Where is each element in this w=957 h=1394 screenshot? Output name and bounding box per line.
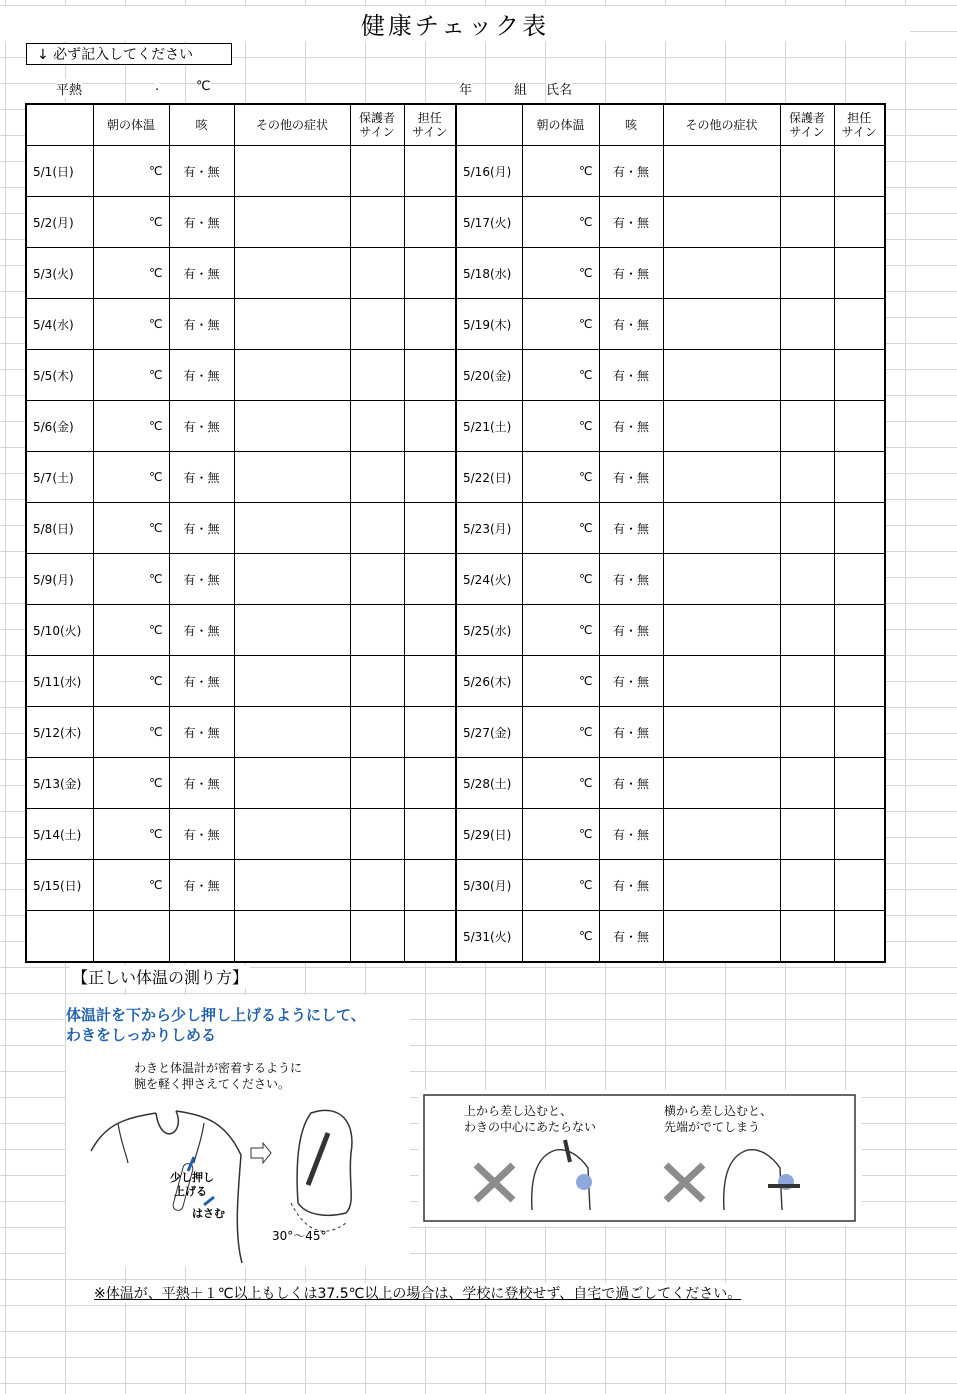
date-cell-left: 5/1(日)	[26, 146, 93, 197]
guardian-sign-cell-left[interactable]	[350, 860, 404, 911]
date-cell-left: 5/14(土)	[26, 809, 93, 860]
teacher-sign-cell-right[interactable]	[834, 656, 885, 707]
teacher-sign-cell-right[interactable]	[834, 707, 885, 758]
normal-temp-label: 平熱	[56, 79, 82, 98]
cough-cell-right[interactable]: 有・無	[599, 197, 663, 248]
table-row	[26, 707, 885, 758]
teacher-sign-cell-left[interactable]	[404, 503, 456, 554]
teacher-sign-cell-right[interactable]	[834, 605, 885, 656]
date-cell-left: 5/6(金)	[26, 401, 93, 452]
temp-cell-right[interactable]: ℃	[522, 860, 599, 911]
ng1-line1: 上から差し込むと、	[464, 1104, 573, 1118]
teacher-sign-cell-right[interactable]	[834, 503, 885, 554]
table-row	[26, 248, 885, 299]
guardian-sign-cell-left[interactable]	[350, 554, 404, 605]
clamp-label: はさむ	[192, 1207, 225, 1220]
date-cell-left: 5/11(水)	[26, 656, 93, 707]
header-guardian-right: 保護者 サイン	[780, 104, 834, 146]
temp-cell-right[interactable]: ℃	[522, 554, 599, 605]
table-row	[26, 299, 885, 350]
cough-cell-right[interactable]: 有・無	[599, 911, 663, 963]
temp-cell-right[interactable]: ℃	[522, 452, 599, 503]
teacher-sign-cell-right[interactable]	[834, 758, 885, 809]
symptom-cell-left[interactable]	[234, 350, 350, 401]
symptom-cell-right[interactable]	[663, 605, 780, 656]
cough-cell-right[interactable]: 有・無	[599, 554, 663, 605]
cough-cell-right[interactable]: 有・無	[599, 605, 663, 656]
temp-cell-right[interactable]: ℃	[522, 707, 599, 758]
temp-cell-left[interactable]: ℃	[93, 401, 169, 452]
temp-cell-left[interactable]: ℃	[93, 554, 169, 605]
cough-cell-right[interactable]: 有・無	[599, 707, 663, 758]
cough-cell-left[interactable]: 有・無	[169, 248, 234, 299]
cough-cell-left[interactable]: 有・無	[169, 554, 234, 605]
teacher-sign-cell-right[interactable]	[834, 809, 885, 860]
symptom-cell-right[interactable]	[663, 350, 780, 401]
date-cell-left: 5/12(木)	[26, 707, 93, 758]
ng2-line1: 横から差し込むと、	[664, 1104, 773, 1118]
date-cell-right: 5/20(金)	[456, 350, 522, 401]
cough-cell-left[interactable]: 有・無	[169, 197, 234, 248]
symptom-cell-right[interactable]	[663, 707, 780, 758]
guardian-sign-cell-right[interactable]	[780, 554, 834, 605]
push-label-1: 少し押し	[170, 1171, 214, 1184]
temp-cell-left[interactable]: ℃	[93, 860, 169, 911]
guardian-sign-cell-left[interactable]	[350, 350, 404, 401]
symptom-cell-left[interactable]	[234, 707, 350, 758]
guardian-sign-cell-right[interactable]	[780, 248, 834, 299]
cough-cell-right[interactable]: 有・無	[599, 656, 663, 707]
symptom-cell-left[interactable]	[234, 299, 350, 350]
table-header-row	[26, 104, 885, 146]
header-other-left: その他の症状	[234, 104, 350, 146]
temp-cell-left[interactable]: ℃	[93, 248, 169, 299]
cough-cell-left[interactable]	[169, 911, 234, 963]
cough-cell-right[interactable]: 有・無	[599, 248, 663, 299]
normal-temp-unit: ℃	[196, 79, 211, 94]
symptom-cell-right[interactable]	[663, 248, 780, 299]
symptom-cell-left[interactable]	[234, 248, 350, 299]
teacher-sign-cell-left[interactable]	[404, 707, 456, 758]
table-row	[26, 911, 885, 963]
header-date-right	[456, 104, 522, 146]
date-cell-right: 5/19(木)	[456, 299, 522, 350]
table-row	[26, 503, 885, 554]
temp-cell-left[interactable]: ℃	[93, 809, 169, 860]
required-note: ↓ 必ず記入してください	[26, 43, 232, 65]
teacher-sign-cell-left[interactable]	[404, 401, 456, 452]
teacher-sign-cell-right[interactable]	[834, 299, 885, 350]
temp-cell-right[interactable]: ℃	[522, 197, 599, 248]
cough-cell-left[interactable]: 有・無	[169, 809, 234, 860]
guardian-sign-cell-right[interactable]	[780, 350, 834, 401]
symptom-cell-left[interactable]	[234, 146, 350, 197]
cough-cell-right[interactable]: 有・無	[599, 452, 663, 503]
symptom-cell-left[interactable]	[234, 605, 350, 656]
symptom-cell-right[interactable]	[663, 809, 780, 860]
date-cell-right: 5/31(火)	[456, 911, 522, 963]
header-guardian-left: 保護者 サイン	[350, 104, 404, 146]
symptom-cell-left[interactable]	[234, 197, 350, 248]
symptom-cell-left[interactable]	[234, 452, 350, 503]
symptom-cell-right[interactable]	[663, 299, 780, 350]
header-cough-left: 咳	[169, 104, 234, 146]
cough-cell-right[interactable]: 有・無	[599, 350, 663, 401]
teacher-sign-cell-left[interactable]	[404, 809, 456, 860]
teacher-sign-cell-left[interactable]	[404, 860, 456, 911]
teacher-sign-cell-right[interactable]	[834, 248, 885, 299]
measure-guide-heading: 【正しい体温の測り方】	[70, 965, 250, 988]
torso-outline	[91, 1111, 241, 1155]
guardian-sign-cell-left[interactable]	[350, 758, 404, 809]
symptom-cell-right[interactable]	[663, 401, 780, 452]
symptom-cell-left[interactable]	[234, 503, 350, 554]
table-row	[26, 809, 885, 860]
guardian-sign-cell-right[interactable]	[780, 809, 834, 860]
side-thermometer-icon	[308, 1133, 328, 1185]
temp-cell-right[interactable]: ℃	[522, 401, 599, 452]
guardian-sign-cell-right[interactable]	[780, 197, 834, 248]
name-label: 氏名	[546, 79, 572, 98]
temp-cell-left[interactable]: ℃	[93, 299, 169, 350]
date-cell-left: 5/15(日)	[26, 860, 93, 911]
header-temp-left: 朝の体温	[93, 104, 169, 146]
table-row	[26, 758, 885, 809]
cough-cell-right[interactable]: 有・無	[599, 299, 663, 350]
date-cell-right: 5/26(木)	[456, 656, 522, 707]
symptom-cell-right[interactable]	[663, 503, 780, 554]
table-row	[26, 554, 885, 605]
date-cell-right: 5/17(火)	[456, 197, 522, 248]
teacher-sign-cell-right[interactable]	[834, 911, 885, 963]
normal-temp-dot: .	[155, 79, 160, 94]
guardian-sign-cell-right[interactable]	[780, 146, 834, 197]
table-row	[26, 860, 885, 911]
cough-cell-left[interactable]: 有・無	[169, 707, 234, 758]
guardian-sign-cell-right[interactable]	[780, 605, 834, 656]
date-cell-right: 5/16(月)	[456, 146, 522, 197]
guardian-sign-cell-left[interactable]	[350, 299, 404, 350]
symptom-cell-right[interactable]	[663, 758, 780, 809]
table-row	[26, 452, 885, 503]
temp-cell-left[interactable]: ℃	[93, 707, 169, 758]
guardian-sign-cell-right[interactable]	[780, 452, 834, 503]
guardian-sign-cell-right[interactable]	[780, 656, 834, 707]
teacher-sign-cell-right[interactable]	[834, 197, 885, 248]
date-cell-right: 5/25(水)	[456, 605, 522, 656]
date-cell-left: 5/9(月)	[26, 554, 93, 605]
symptom-cell-right[interactable]	[663, 554, 780, 605]
header-teacher-left: 担任 サイン	[404, 104, 456, 146]
cough-cell-left[interactable]: 有・無	[169, 401, 234, 452]
temp-cell-left[interactable]: ℃	[93, 452, 169, 503]
guardian-sign-cell-left[interactable]	[350, 503, 404, 554]
guide-sub-line1: わきと体温計が密着するように	[134, 1061, 303, 1075]
health-check-table	[25, 103, 886, 963]
teacher-sign-cell-right[interactable]	[834, 452, 885, 503]
date-cell-right: 5/30(月)	[456, 860, 522, 911]
symptom-cell-left[interactable]	[234, 758, 350, 809]
temp-cell-left[interactable]: ℃	[93, 350, 169, 401]
ng2-line2: 先端がでてしまう	[664, 1120, 761, 1134]
guardian-sign-cell-left[interactable]	[350, 707, 404, 758]
date-cell-left: 5/13(金)	[26, 758, 93, 809]
date-cell-right: 5/23(月)	[456, 503, 522, 554]
teacher-sign-cell-right[interactable]	[834, 554, 885, 605]
date-cell-right: 5/29(日)	[456, 809, 522, 860]
guide-sub-line2: 腕を軽く押さえてください。	[134, 1077, 291, 1091]
table-row	[26, 197, 885, 248]
symptom-cell-right[interactable]	[663, 197, 780, 248]
date-cell-left: 5/2(月)	[26, 197, 93, 248]
symptom-cell-right[interactable]	[663, 911, 780, 963]
symptom-cell-right[interactable]	[663, 656, 780, 707]
symptom-cell-left[interactable]	[234, 554, 350, 605]
date-cell-left	[26, 911, 93, 963]
teacher-sign-cell-left[interactable]	[404, 656, 456, 707]
header-temp-right: 朝の体温	[522, 104, 599, 146]
date-cell-left: 5/3(火)	[26, 248, 93, 299]
table-row	[26, 350, 885, 401]
temp-cell-right[interactable]: ℃	[522, 758, 599, 809]
temp-cell-right[interactable]: ℃	[522, 146, 599, 197]
page-title: 健康チェック表	[0, 6, 910, 41]
header-date-left	[26, 104, 93, 146]
teacher-sign-cell-right[interactable]	[834, 350, 885, 401]
teacher-sign-cell-left[interactable]	[404, 146, 456, 197]
temp-cell-left[interactable]: ℃	[93, 605, 169, 656]
teacher-sign-cell-left[interactable]	[404, 758, 456, 809]
symptom-cell-right[interactable]	[663, 860, 780, 911]
temp-cell-right[interactable]: ℃	[522, 350, 599, 401]
temp-cell-left[interactable]: ℃	[93, 758, 169, 809]
teacher-sign-cell-right[interactable]	[834, 146, 885, 197]
guardian-sign-cell-right[interactable]	[780, 707, 834, 758]
guardian-sign-cell-left[interactable]	[350, 911, 404, 963]
guardian-sign-cell-left[interactable]	[350, 248, 404, 299]
armpit-mark-1	[576, 1174, 592, 1190]
table-row	[26, 605, 885, 656]
next-arrow-icon	[251, 1143, 271, 1163]
header-cough-right: 咳	[599, 104, 663, 146]
cough-cell-right[interactable]: 有・無	[599, 503, 663, 554]
symptom-cell-right[interactable]	[663, 146, 780, 197]
teacher-sign-cell-left[interactable]	[404, 452, 456, 503]
cough-cell-left[interactable]: 有・無	[169, 452, 234, 503]
class-label: 組	[514, 79, 527, 98]
temp-cell-right[interactable]: ℃	[522, 299, 599, 350]
temp-cell-right[interactable]: ℃	[522, 605, 599, 656]
cough-cell-right[interactable]: 有・無	[599, 758, 663, 809]
guide-main-line2: わきをしっかりしめる	[66, 1026, 217, 1044]
date-cell-left: 5/8(日)	[26, 503, 93, 554]
guardian-sign-cell-left[interactable]	[350, 809, 404, 860]
cough-cell-left[interactable]: 有・無	[169, 656, 234, 707]
date-cell-left: 5/7(土)	[26, 452, 93, 503]
table-row	[26, 146, 885, 197]
guide-main-line1: 体温計を下から少し押し上げるようにして、	[66, 1006, 366, 1024]
armpit-diagram	[66, 1093, 410, 1267]
guardian-sign-cell-left[interactable]	[350, 656, 404, 707]
teacher-sign-cell-left[interactable]	[404, 248, 456, 299]
guardian-sign-cell-left[interactable]	[350, 197, 404, 248]
guardian-sign-cell-left[interactable]	[350, 146, 404, 197]
cough-cell-left[interactable]: 有・無	[169, 146, 234, 197]
grade-label: 年	[459, 79, 472, 98]
temp-cell-left[interactable]: ℃	[93, 503, 169, 554]
measure-guide-illustration	[66, 995, 410, 1267]
date-cell-right: 5/24(火)	[456, 554, 522, 605]
temp-cell-right[interactable]: ℃	[522, 656, 599, 707]
cough-cell-right[interactable]: 有・無	[599, 809, 663, 860]
date-cell-left: 5/10(火)	[26, 605, 93, 656]
wrong-method-panel	[418, 1090, 862, 1226]
teacher-sign-cell-left[interactable]	[404, 197, 456, 248]
date-cell-right: 5/21(土)	[456, 401, 522, 452]
date-cell-right: 5/27(金)	[456, 707, 522, 758]
temp-cell-left[interactable]	[93, 911, 169, 963]
temp-cell-left[interactable]: ℃	[93, 197, 169, 248]
guardian-sign-cell-right[interactable]	[780, 503, 834, 554]
date-cell-right: 5/22(日)	[456, 452, 522, 503]
temp-cell-right[interactable]: ℃	[522, 911, 599, 963]
teacher-sign-cell-left[interactable]	[404, 554, 456, 605]
guardian-sign-cell-right[interactable]	[780, 860, 834, 911]
temp-cell-right[interactable]: ℃	[522, 809, 599, 860]
table-row	[26, 656, 885, 707]
guardian-sign-cell-right[interactable]	[780, 758, 834, 809]
temp-cell-right[interactable]: ℃	[522, 503, 599, 554]
teacher-sign-cell-left[interactable]	[404, 350, 456, 401]
symptom-cell-left[interactable]	[234, 911, 350, 963]
guardian-sign-cell-right[interactable]	[780, 401, 834, 452]
teacher-sign-cell-left[interactable]	[404, 911, 456, 963]
footer-note: ※体温が、平熱＋１℃以上もしくは37.5℃以上の場合は、学校に登校せず、自宅で過ごしてください。	[93, 1283, 742, 1303]
symptom-cell-left[interactable]	[234, 809, 350, 860]
cough-cell-right[interactable]: 有・無	[599, 860, 663, 911]
push-label-2: 上げる	[174, 1185, 207, 1198]
ng1-line2: わきの中心にあたらない	[464, 1120, 597, 1134]
guardian-sign-cell-left[interactable]	[350, 452, 404, 503]
temp-cell-left[interactable]: ℃	[93, 656, 169, 707]
cough-cell-left[interactable]: 有・無	[169, 299, 234, 350]
guardian-sign-cell-right[interactable]	[780, 911, 834, 963]
teacher-sign-cell-left[interactable]	[404, 605, 456, 656]
cough-cell-left[interactable]: 有・無	[169, 758, 234, 809]
symptom-cell-left[interactable]	[234, 656, 350, 707]
teacher-sign-cell-right[interactable]	[834, 860, 885, 911]
header-other-right: その他の症状	[663, 104, 780, 146]
table-row	[26, 401, 885, 452]
cough-cell-left[interactable]: 有・無	[169, 350, 234, 401]
cough-cell-right[interactable]: 有・無	[599, 401, 663, 452]
cough-cell-left[interactable]: 有・無	[169, 860, 234, 911]
symptom-cell-right[interactable]	[663, 452, 780, 503]
symptom-cell-left[interactable]	[234, 401, 350, 452]
angle-label: 30°〜45°	[272, 1229, 327, 1243]
cough-cell-left[interactable]: 有・無	[169, 503, 234, 554]
guardian-sign-cell-left[interactable]	[350, 605, 404, 656]
header-teacher-right: 担任 サイン	[834, 104, 885, 146]
cough-cell-right[interactable]: 有・無	[599, 146, 663, 197]
cough-cell-left[interactable]: 有・無	[169, 605, 234, 656]
teacher-sign-cell-right[interactable]	[834, 401, 885, 452]
guardian-sign-cell-right[interactable]	[780, 299, 834, 350]
temp-cell-right[interactable]: ℃	[522, 248, 599, 299]
side-body-outline	[297, 1110, 352, 1215]
guardian-sign-cell-left[interactable]	[350, 401, 404, 452]
date-cell-right: 5/18(水)	[456, 248, 522, 299]
teacher-sign-cell-left[interactable]	[404, 299, 456, 350]
date-cell-left: 5/5(木)	[26, 350, 93, 401]
date-cell-left: 5/4(水)	[26, 299, 93, 350]
symptom-cell-left[interactable]	[234, 860, 350, 911]
temp-cell-left[interactable]: ℃	[93, 146, 169, 197]
date-cell-right: 5/28(土)	[456, 758, 522, 809]
arm-outline	[237, 1155, 242, 1263]
